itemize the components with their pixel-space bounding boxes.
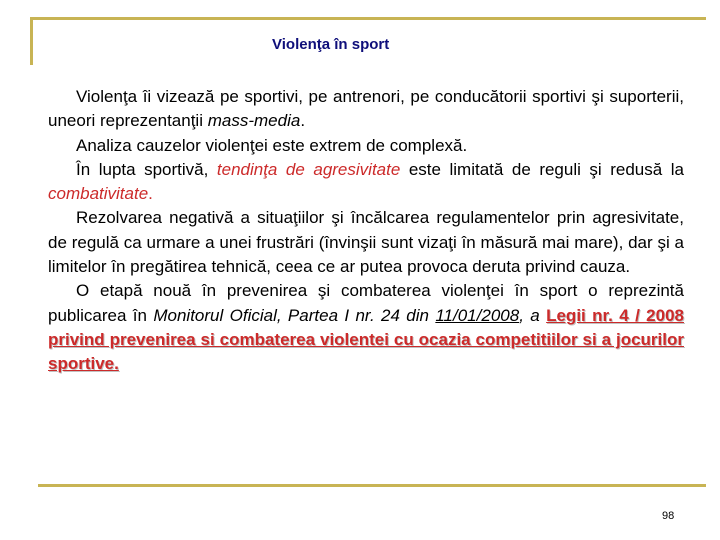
bottom-divider [38, 484, 706, 487]
slide-body [48, 85, 684, 377]
paragraph-3-start: În lupta sportivă, [76, 159, 217, 179]
gazette-date: 11/01/2008 [435, 305, 520, 325]
paragraph-2-text: Analiza cauzelor violenţei este extrem de complexă. [76, 135, 468, 155]
paragraph-5-start: O etapă nouă în prevenirea şi combaterea violenţei în sport o reprezintă publicarea în [48, 281, 684, 325]
paragraph-3-end: . [148, 184, 153, 204]
paragraph-2 [48, 134, 684, 158]
page-number: 98 [662, 510, 675, 522]
paragraph-1-end: . [300, 111, 306, 131]
law-reference: Legii nr. 4 / 2008 privind prevenirea si combaterea violentei cu ocazia competitiilor si a jocurilor sportive. [48, 305, 684, 374]
top-divider [30, 17, 706, 20]
combativeness-term: combativitate [48, 184, 149, 204]
paragraph-1 [48, 85, 684, 134]
aggressiveness-term: tendinţa de agresivitate [216, 159, 401, 179]
paragraph-3-middle: este limitată de reguli şi redusă la [400, 159, 684, 179]
slide-title: Violenţa în sport [272, 36, 390, 53]
paragraph-5 [48, 279, 684, 376]
mass-media-term: mass-media [207, 111, 301, 131]
paragraph-1-text: Violenţa îi vizează pe sportivi, pe antrenori, pe conducătorii sportivi şi suporterii, uneori reprezentanţii [48, 87, 684, 131]
paragraph-4-text: Rezolvarea negativă a situaţiilor şi încălcarea regulamentelor prin agresivitate, de regulă ca urmare a unei frustrări (învinşii sunt vizaţi în măsură mai mare), dar şi a limitelor în pregătirea tehnică, ceea ce ar putea provoca deruta privind cauza. [48, 208, 684, 277]
left-divider [30, 17, 33, 65]
official-gazette-reference: Monitorul Oficial, Partea I nr. 24 din [153, 305, 436, 325]
paragraph-5-connector: , a [519, 305, 547, 325]
paragraph-4 [48, 206, 684, 279]
paragraph-3 [48, 158, 684, 207]
